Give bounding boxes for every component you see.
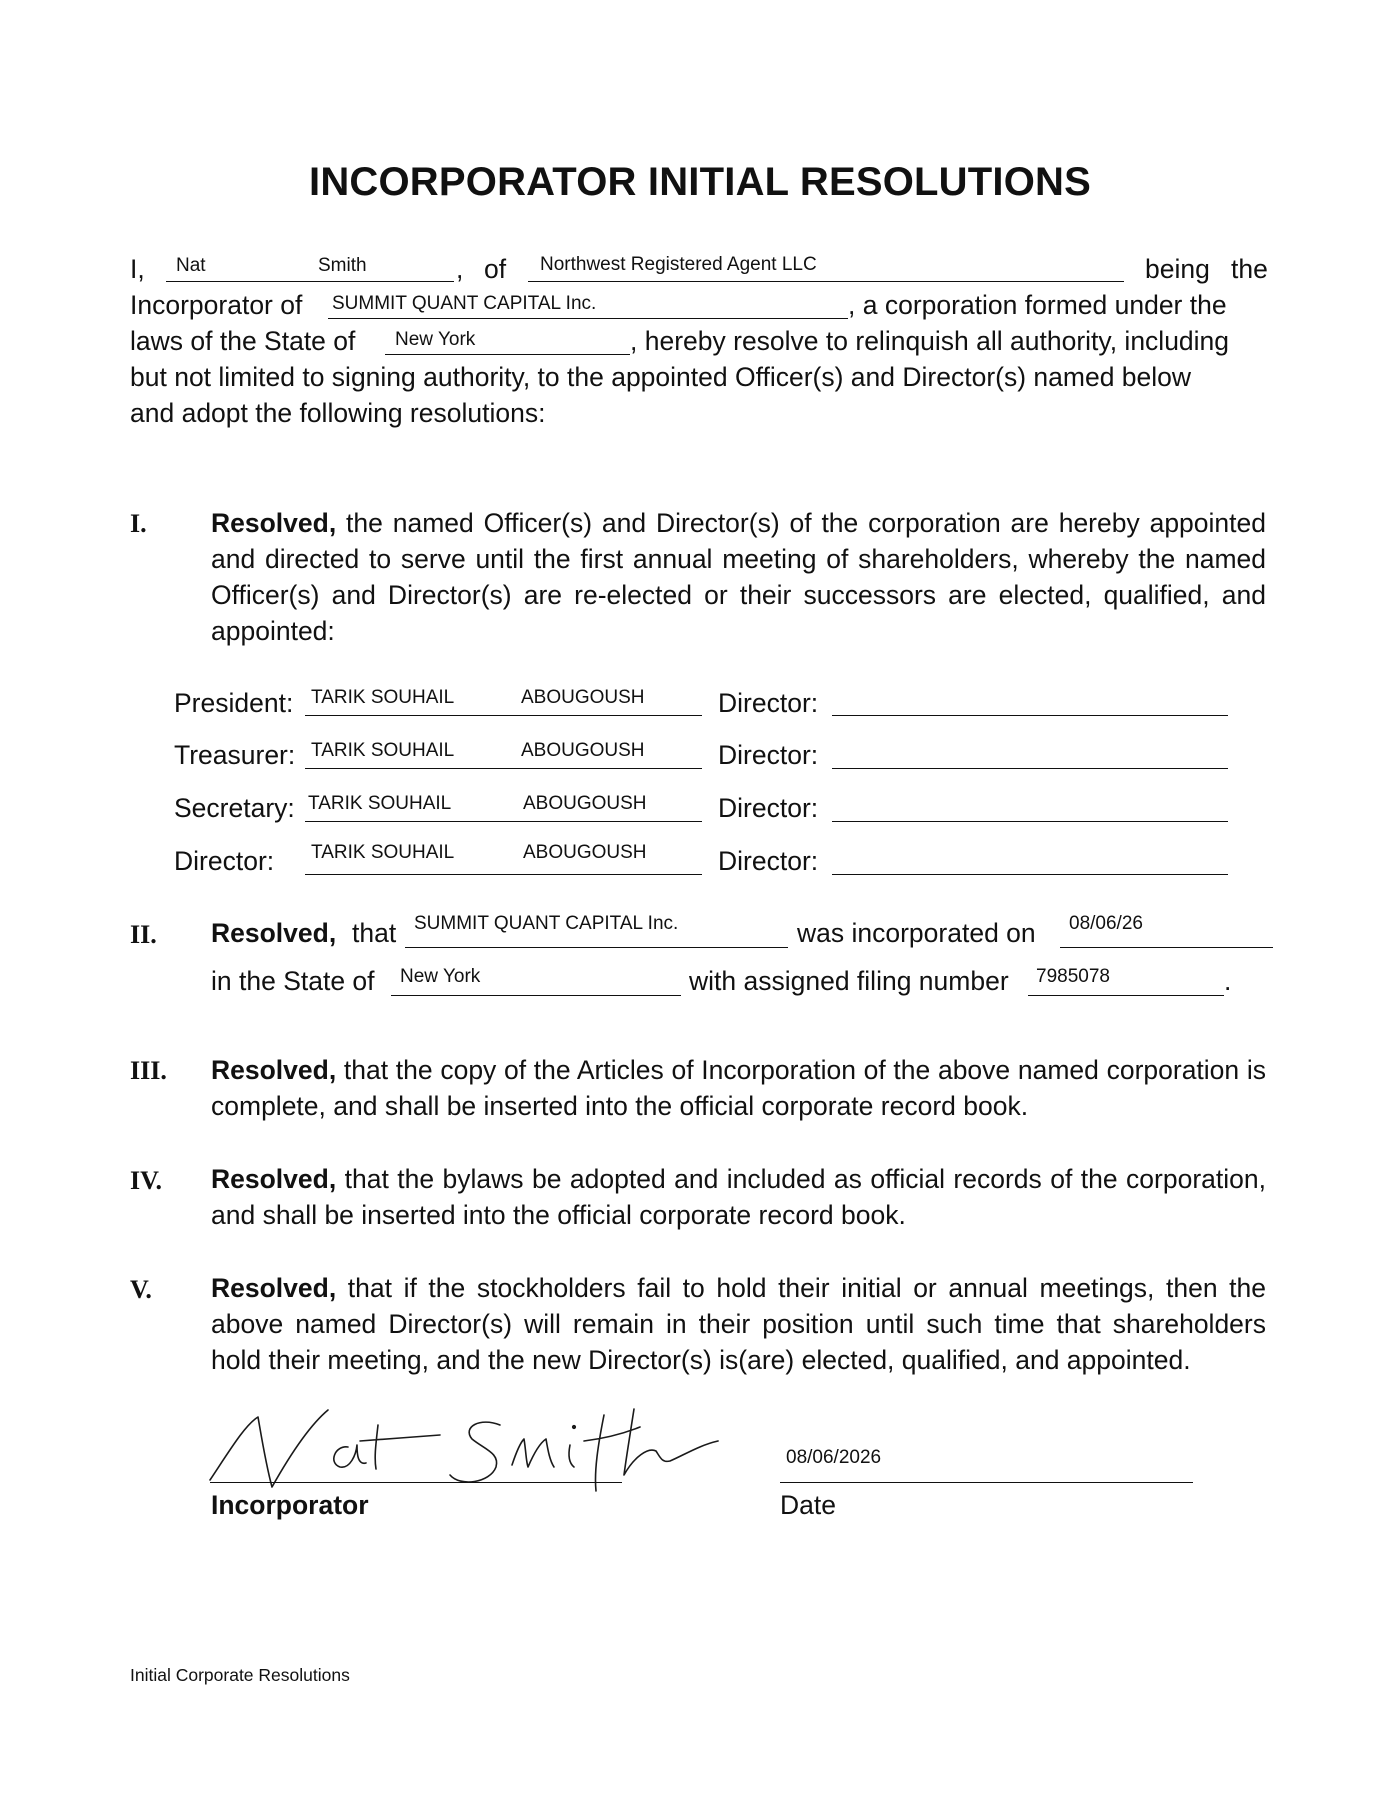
director-officer-line xyxy=(305,874,702,875)
incorporated-on-label: was incorporated on xyxy=(797,918,1036,948)
incorporator-of-label: Incorporator of xyxy=(130,290,303,320)
state-line xyxy=(385,354,630,355)
incorporator-signature xyxy=(200,1395,800,1505)
res2-state-line xyxy=(391,995,681,996)
director-line-2 xyxy=(832,768,1228,769)
intro-line-4: but not limited to signing authority, to the appointed Officer(s) and Director(s) named below xyxy=(130,362,1192,392)
filing-number-line xyxy=(1028,995,1224,996)
treasurer-line xyxy=(305,768,702,769)
officer-role-secretary: Secretary: xyxy=(174,793,295,823)
incorporator-first-name: Nat xyxy=(176,255,206,276)
director-line-3 xyxy=(832,821,1228,822)
resolution-3-number: III. xyxy=(130,1056,167,1085)
resolution-5-number: V. xyxy=(130,1275,152,1304)
resolution-4-text xyxy=(211,1161,1266,1233)
resolution-3-text xyxy=(211,1052,1266,1124)
resolution-2-resolved: Resolved, xyxy=(211,918,337,948)
resolved-word: Resolved, xyxy=(211,1164,337,1194)
director-officer-last-name: ABOUGOUSH xyxy=(523,842,647,863)
resolution-2-number: II. xyxy=(130,920,157,949)
resolution-4-number: IV. xyxy=(130,1166,163,1195)
resolution-1-text xyxy=(211,505,1266,649)
registered-agent: Northwest Registered Agent LLC xyxy=(540,254,817,275)
treasurer-first-name: TARIK SOUHAIL xyxy=(311,740,455,761)
director-officer-first-name: TARIK SOUHAIL xyxy=(311,842,455,863)
agent-line xyxy=(528,281,1124,282)
resolution-1-number: I. xyxy=(130,509,147,538)
resolved-word: Resolved, xyxy=(211,508,337,538)
resolved-word: Resolved, xyxy=(211,1273,337,1303)
company-line xyxy=(328,318,848,319)
director-line-4 xyxy=(832,874,1228,875)
date-line xyxy=(780,1482,1193,1483)
treasurer-last-name: ABOUGOUSH xyxy=(521,740,645,761)
hereby-text: , hereby resolve to relinquish all authority, including xyxy=(630,326,1230,356)
intro-i-label: I, xyxy=(130,254,145,284)
page-footer: Initial Corporate Resolutions xyxy=(130,1665,350,1685)
officer-role-president: President: xyxy=(174,688,294,718)
resolution-3-body: that the copy of the Articles of Incorporation of the above named corporation is complete, and shall be inserted into the official corporate record book. xyxy=(211,1055,1266,1121)
resolution-4-body: that the bylaws be adopted and included as official records of the corporation, and shall be inserted into the official corporate record book. xyxy=(211,1164,1266,1230)
director-label-2: Director: xyxy=(718,740,819,770)
first-name-line xyxy=(166,281,454,282)
document-title: INCORPORATOR INITIAL RESOLUTIONS xyxy=(309,160,1091,204)
president-first-name: TARIK SOUHAIL xyxy=(311,687,455,708)
res2-company-line xyxy=(405,947,788,948)
director-label-1: Director: xyxy=(718,688,819,718)
resolved-word: Resolved, xyxy=(211,1055,337,1085)
incorporator-label: Incorporator xyxy=(211,1490,369,1520)
being-label: being xyxy=(1145,254,1210,284)
officer-role-treasurer: Treasurer: xyxy=(174,740,296,770)
intro-line-5: and adopt the following resolutions: xyxy=(130,398,546,428)
secretary-last-name: ABOUGOUSH xyxy=(523,793,647,814)
resolution-5-text xyxy=(211,1270,1266,1378)
director-label-4: Director: xyxy=(718,846,819,876)
filing-period: . xyxy=(1224,966,1232,996)
the-label: the xyxy=(1231,254,1268,284)
res2-state-name: New York xyxy=(400,966,481,987)
company-name: SUMMIT QUANT CAPITAL Inc. xyxy=(332,293,597,314)
corp-formed-text: , a corporation formed under the xyxy=(848,290,1227,320)
resolution-1-body: the named Officer(s) and Director(s) of the corporation are hereby appointed and directed to serve until the first annual meeting of shareholders, whereby the named Officer(s) and Director(s) are re-elected or their successors are elected, qualified, and appointed: xyxy=(211,508,1266,646)
director-line-1 xyxy=(832,715,1228,716)
in-state-label: in the State of xyxy=(211,966,375,996)
res2-date-line xyxy=(1060,947,1273,948)
incorporator-signature-line xyxy=(210,1482,622,1483)
date-label: Date xyxy=(780,1490,836,1520)
filing-number-label: with assigned filing number xyxy=(689,966,1009,996)
comma: , xyxy=(456,254,464,284)
of-label: of xyxy=(484,254,507,284)
officer-role-director: Director: xyxy=(174,846,275,876)
secretary-line xyxy=(305,821,702,822)
president-line xyxy=(305,715,702,716)
director-label-3: Director: xyxy=(718,793,819,823)
president-last-name: ABOUGOUSH xyxy=(521,687,645,708)
resolution-5-body: that if the stockholders fail to hold their initial or annual meetings, then the above named Director(s) will remain in their position until such time that shareholders hold their meeting, and the new Director(s) is(are) elected, qualified, and appointed. xyxy=(211,1273,1266,1375)
filing-number: 7985078 xyxy=(1036,966,1110,987)
state-name: New York xyxy=(395,329,476,350)
res2-company-name: SUMMIT QUANT CAPITAL Inc. xyxy=(414,913,679,934)
incorporation-date: 08/06/26 xyxy=(1069,913,1143,934)
resolution-2-that: that xyxy=(352,918,397,948)
incorporator-last-name: Smith xyxy=(318,255,367,276)
secretary-first-name: TARIK SOUHAIL xyxy=(308,793,452,814)
signature-date: 08/06/2026 xyxy=(786,1447,882,1468)
laws-label: laws of the State of xyxy=(130,326,356,356)
